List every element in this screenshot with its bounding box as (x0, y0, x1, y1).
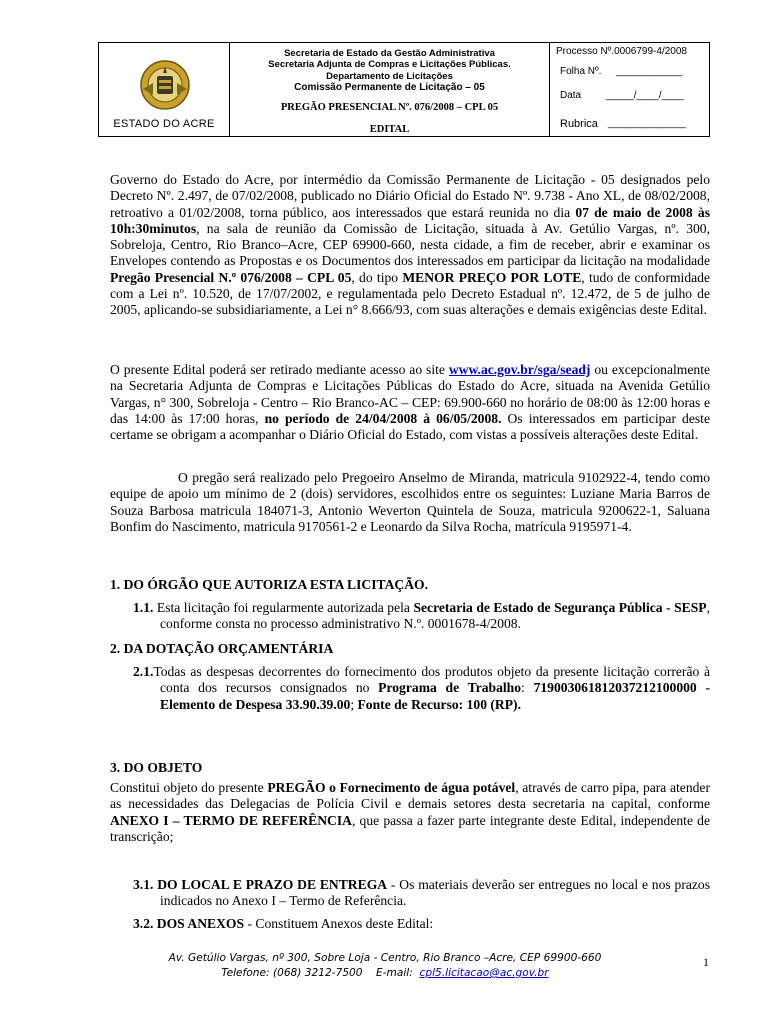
paragraph-text (133, 877, 710, 910)
bold-text: 719003061812037212100000 - Elemento de Despesa 33.90.39.00 (160, 680, 710, 712)
bold-text: 3.1. DO LOCAL E PRAZO DE ENTREGA (133, 877, 388, 892)
text-run: Os interessados em participar deste certame se obrigam a acompanhar o Diário Oficial do Estado, com vistas a possíveis alterações deste Edital. (110, 410, 710, 443)
paragraph-text (133, 600, 710, 633)
process-number: Processo Nº.0006799-4/2008 (556, 46, 687, 57)
bold-text: no período de 24/04/2008 à 06/05/2008. (264, 410, 502, 426)
text-run: Constitui objeto do presente (110, 780, 268, 795)
paragraph-text (110, 470, 710, 535)
bold-text: Programa de Trabalho (378, 680, 522, 696)
rubrica-field: ______________ (608, 118, 686, 129)
state-seal-icon (139, 59, 191, 111)
header-line-comissao: Comissão Permanente de Licitação – 05 (294, 82, 485, 93)
intro-paragraph (110, 172, 710, 319)
header-line-pregao: PREGÃO PRESENCIAL Nº. 076/2008 – CPL 05 (280, 102, 499, 113)
header-line-edital: EDITAL (369, 124, 410, 135)
text-run: ou excepcionalmente na Secretaria Adjunta de Compras e Licitações Públicas do Estado do Acre, situada na Avenida Getúlio Vargas, n° 300, Sobreloja - Centro – Rio Branco-AC – CEP: 69.900-660 no horário de 08:00 às 12:00 horas e das 14:00 às 17:00 horas, (110, 362, 711, 426)
text-run: , do tipo (351, 269, 403, 285)
text-run: - Constituem Anexos deste Edital: (244, 916, 434, 931)
section-heading-3: 3. DO OBJETO (110, 760, 203, 775)
text-run: Todas as despesas decorrentes do fornecimento dos produtos objeto da presente licitação correrão à conta dos recursos consignados no (153, 664, 710, 696)
text-run: , tudo de conformidade com a Lei nº. 10.520, de 17/07/2002, e regulamentada pelo Decreto Estadual nº. 12.472, de 5 de julho de 2005, aplicando-se subsidiariamente, a Lei n° 8.666/93, com suas alterações e demais exigências deste Edital. (110, 269, 710, 318)
header-line-departamento: Departamento de Licitações (326, 71, 453, 82)
footer-phone: Telefone: (068) 3212-7500 E-mail: (221, 967, 420, 979)
text-run: , através de carro pipa, para atender as necessidades das Delegacias de Polícia Civil e demais setores desta secretaria na capital, conforme (110, 780, 710, 812)
bold-text: Secretaria de Estado de Segurança Pública - SESP (413, 600, 707, 615)
header-line-adjunta: Secretaria Adjunta de Compras e Licitações Públicas. (268, 59, 511, 70)
state-label: ESTADO DO ACRE (113, 118, 215, 130)
subsection-2-1 (133, 664, 710, 713)
paragraph-text (110, 362, 710, 443)
text-run: : (521, 680, 534, 696)
bold-text: MENOR PREÇO POR LOTE (402, 269, 582, 285)
footer-contact (0, 967, 770, 979)
text-run: Esta licitação foi regularmente autorizada pela (153, 600, 414, 615)
bold-text: 3.2. DOS ANEXOS (133, 916, 245, 931)
paragraph-text (133, 916, 710, 932)
text-run: O presente Edital poderá ser retirado mediante acesso ao site (110, 362, 449, 377)
data-label: Data (560, 90, 582, 101)
objeto-paragraph (110, 780, 710, 845)
header-logo-cell (99, 43, 230, 136)
header-line-secretaria: Secretaria de Estado da Gestão Administrativa (284, 48, 495, 59)
site-link[interactable]: www.ac.gov.br/sga/seadj (448, 362, 591, 377)
bold-text: 2.1. (133, 664, 154, 679)
bold-text: Fonte de Recurso: 100 (RP). (357, 696, 521, 712)
subsection-3-1 (133, 877, 710, 910)
bold-text: PREGÃO o Fornecimento de água potável (267, 780, 516, 795)
text-run: ; (350, 696, 358, 712)
paragraph-text (110, 780, 710, 845)
header-process-cell (550, 43, 709, 136)
text-run: Governo do Estado do Acre, por intermédio da Comissão Permanente de Licitação - 05 designados pelo Decreto Nº. 2.497, de 07/02/2008, publicado no Diário Oficial do Estado Nº. 9.738 - Ano XL, de 08/02/2008, retroativo a 01/02/2008, torna público, aos interessados que estará reunida no dia (110, 172, 710, 220)
data-field: _____/____/____ (606, 90, 684, 101)
text-run: , conforme consta no processo administrativo N.º. 0001678-4/2008. (160, 600, 710, 632)
text-run: , na sala de reunião da Comissão de Licitação, situada à Av. Getúlio Vargas, nº. 300, Sobreloja, Centro, Rio Branco–Acre, CEP 69900-660, nesta cidade, a fim de receber, abrir e examinar os Envelopes contendo as Propostas e os Documentos dos interessados em participar da licitação na modalidade (110, 220, 710, 269)
folha-field: ____________ (616, 66, 683, 77)
subsection-1-1 (133, 600, 710, 633)
pregoeiro-paragraph (110, 470, 710, 535)
access-paragraph (110, 362, 710, 443)
folha-label: Folha Nº. (560, 66, 602, 77)
text-run: O pregão será realizado pelo Pregoeiro Anselmo de Miranda, matricula 9102922-4, tendo como equipe de apoio um mínimo de 2 (dois) servidores, escolhidos entre os seguintes: Luziane Maria Barros de Souza Barbosa matricula 184071-3, Antonio Weverton Quintela de Souza, matricula 9200622-1, Saluana Bonfim do Nascimento, matricula 9170561-2 e Leonardo da Silva Rocha, matrícula 9195971-4. (110, 470, 710, 534)
footer-address: Av. Getúlio Vargas, nº 300, Sobre Loja - Centro, Rio Branco –Acre, CEP 69900-660 (168, 952, 602, 964)
header-title-cell (230, 43, 550, 136)
footer-email-link[interactable]: cpl5.licitacao@ac.gov.br (419, 967, 549, 979)
page-number: 1 (703, 955, 709, 969)
paragraph-text (133, 664, 710, 713)
bold-text: ANEXO I – TERMO DE REFERÊNCIA (110, 812, 352, 828)
document-header (98, 42, 710, 137)
section-heading-1: 1. DO ÓRGÃO QUE AUTORIZA ESTA LICITAÇÃO. (110, 577, 429, 592)
text-run: - Os materiais deverão ser entregues no local e nos prazos indicados no Anexo I – Termo de Referência. (160, 877, 710, 909)
rubrica-label: Rubrica (560, 118, 598, 130)
section-heading-2: 2. DA DOTAÇÃO ORÇAMENTÁRIA (110, 641, 334, 656)
bold-text: 1.1. (133, 600, 154, 615)
subsection-3-2 (133, 916, 710, 932)
text-run: , que passa a fazer parte integrante deste Edital, independente de transcrição; (110, 812, 710, 844)
bold-text: Pregão Presencial N.º 076/2008 – CPL 05 (110, 269, 352, 285)
paragraph-text (110, 172, 710, 319)
bold-text: 07 de maio de 2008 às 10h:30minutos (110, 204, 711, 236)
